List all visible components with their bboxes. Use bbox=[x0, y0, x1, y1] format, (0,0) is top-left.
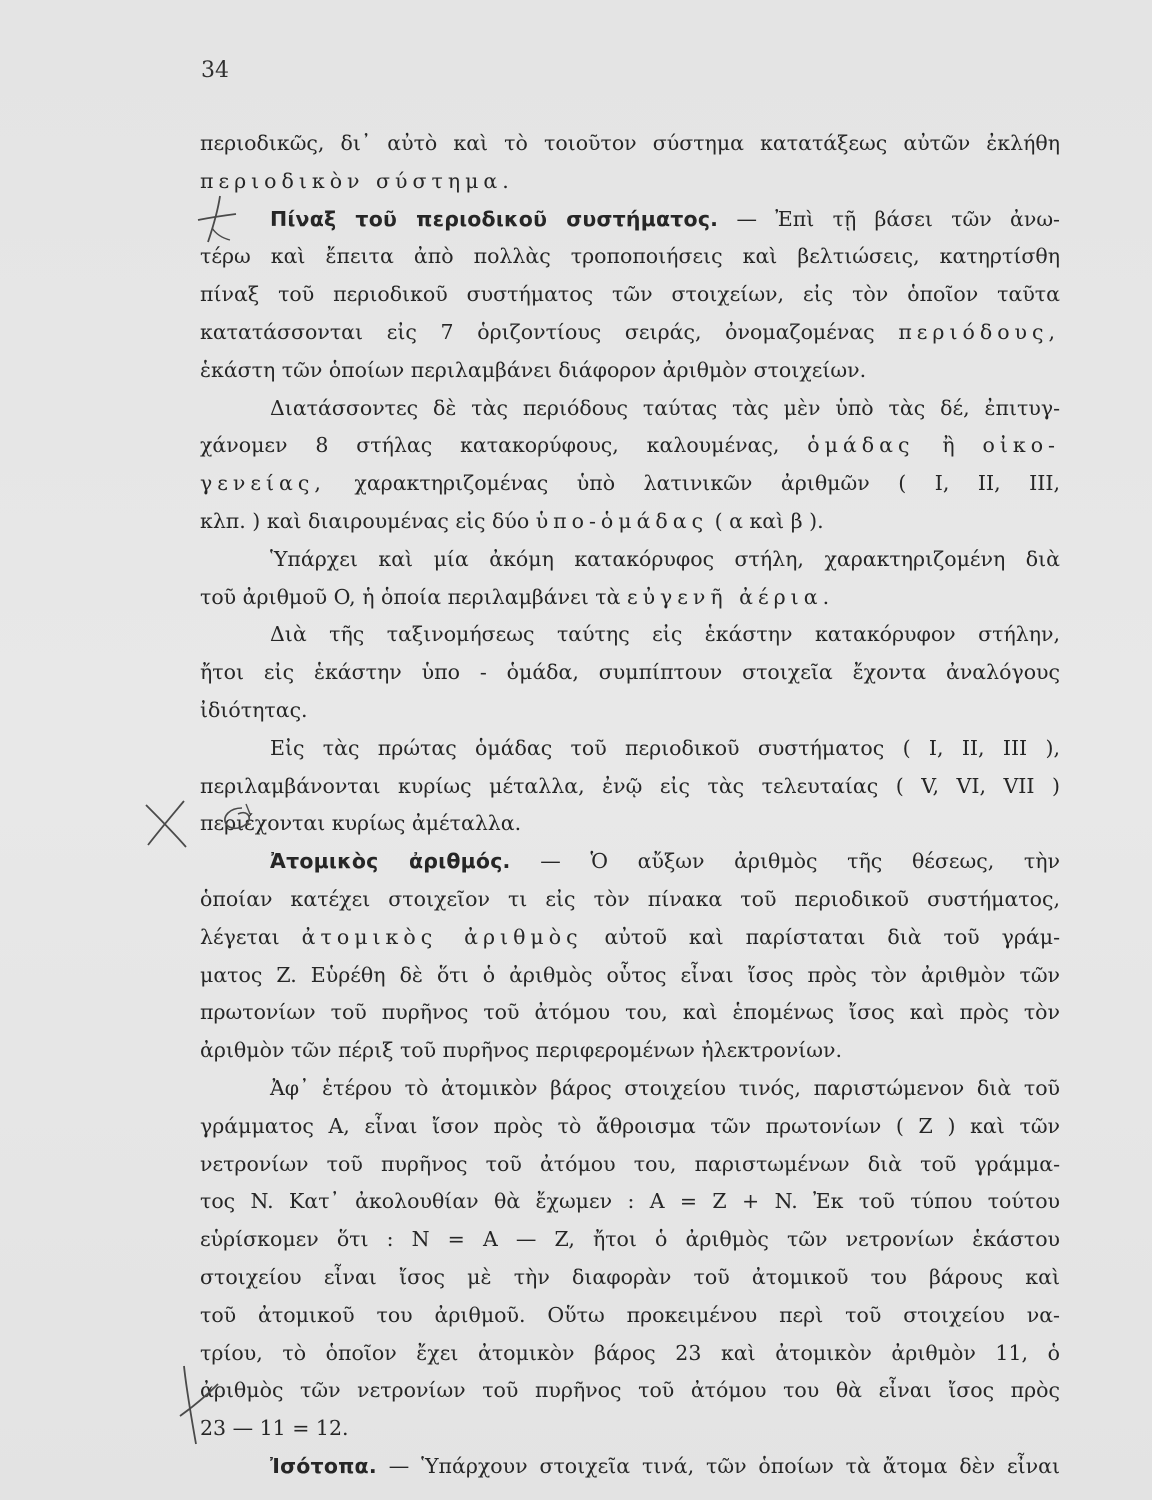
text-line bbox=[200, 314, 1060, 352]
text-segment: Διατάσσοντες δὲ τὰς περιόδους ταύτας τὰς μὲν ὑπὸ τὰς δέ, ἐπιτυγ- bbox=[270, 395, 1060, 420]
text-line bbox=[200, 843, 1060, 881]
text-segment: ἀριθμὸν τῶν πέριξ τοῦ πυρῆνος περιφερομένων ἠλεκτρονίων. bbox=[200, 1038, 842, 1063]
text-line bbox=[200, 1259, 1060, 1297]
text-segment: ἤτοι εἰς ἑκάστην ὑπο - ὁμάδα, συμπίπτουν στοιχεῖα ἔχοντα ἀναλόγους bbox=[200, 660, 1060, 685]
text-segment: ἑκάστη τῶν ὁποίων περιλαμβάνει διάφορον ἀριθμὸν στοιχείων. bbox=[200, 357, 867, 382]
section-heading: Ἰσότοπα. bbox=[270, 1453, 377, 1478]
body-text bbox=[200, 125, 1060, 1486]
text-line bbox=[200, 692, 1060, 730]
emphasized-term: γενείας, bbox=[200, 471, 326, 496]
emphasized-term: οἰκο- bbox=[982, 433, 1060, 458]
section-heading: Ἀτομικὸς ἀριθμός. bbox=[270, 849, 511, 874]
text-segment: πίναξ τοῦ περιοδικοῦ συστήματος τῶν στοιχείων, εἰς τὸν ὁποῖον ταῦτα bbox=[200, 282, 1060, 307]
text-line bbox=[200, 427, 1060, 465]
text-line bbox=[200, 390, 1060, 428]
text-segment: αὐτοῦ καὶ παρίσταται διὰ τοῦ γράμ- bbox=[582, 924, 1060, 949]
text-line bbox=[200, 1335, 1060, 1373]
text-segment: — Ἐπὶ τῇ βάσει τῶν ἀνω- bbox=[718, 206, 1060, 231]
text-line bbox=[200, 616, 1060, 654]
text-segment: νετρονίων τοῦ πυρῆνος τοῦ ἀτόμου του, παριστωμένων διὰ τοῦ γράμμα- bbox=[200, 1151, 1060, 1176]
text-line bbox=[200, 503, 1060, 541]
text-segment: τέρω καὶ ἔπειτα ἀπὸ πολλὰς τροποποιήσεις καὶ βελτιώσεις, κατηρτίσθη bbox=[200, 244, 1060, 269]
text-line bbox=[200, 1070, 1060, 1108]
text-segment: περιέχονται κυρίως ἀμέταλλα. bbox=[200, 811, 522, 836]
text-line bbox=[200, 881, 1060, 919]
text-segment: χαρακτηριζομένας ὑπὸ λατινικῶν ἀριθμῶν ( I, II, III, bbox=[325, 471, 1060, 496]
emphasized-term: ὁμάδας bbox=[807, 433, 915, 458]
text-line bbox=[200, 919, 1060, 957]
text-segment: τοῦ ἀριθμοῦ O, ἡ ὁποία περιλαμβάνει τὰ bbox=[200, 584, 627, 609]
text-line bbox=[200, 1372, 1060, 1410]
text-segment: πρωτονίων τοῦ πυρῆνος τοῦ ἀτόμου του, καὶ ἑπομένως ἴσος καὶ πρὸς τὸν bbox=[200, 1000, 1060, 1025]
text-line bbox=[200, 1410, 1060, 1448]
text-segment: — Ὑπάρχουν στοιχεῖα τινά, τῶν ὁποίων τὰ ἄτομα δὲν εἶναι bbox=[376, 1453, 1060, 1478]
text-line bbox=[200, 1183, 1060, 1221]
text-segment: τος N. Κατ᾽ ἀκολουθίαν θὰ ἔχωμεν : A = Z + N. Ἐκ τοῦ τύπου τούτου bbox=[200, 1189, 1060, 1214]
text-line bbox=[200, 994, 1060, 1032]
text-segment: Εἰς τὰς πρώτας ὁμάδας τοῦ περιοδικοῦ συστήματος ( I, II, III ), bbox=[270, 735, 1060, 760]
text-line bbox=[200, 1032, 1060, 1070]
text-line bbox=[200, 125, 1060, 163]
pencil-cross-mark-2 bbox=[138, 795, 198, 855]
text-line bbox=[200, 957, 1060, 995]
text-segment: τρίου, τὸ ὁποῖον ἔχει ἀτομικὸν βάρος 23 καὶ ἀτομικὸν ἀριθμὸν 11, ὁ bbox=[200, 1340, 1060, 1365]
emphasized-term: ὑπο-ὁμάδας bbox=[535, 508, 709, 533]
emphasized-term: περιοδικὸν σύστημα. bbox=[200, 168, 514, 193]
text-segment: Ἀφ᾽ ἑτέρου τὸ ἀτομικὸν βάρος στοιχείου τινός, παριστώμενον διὰ τοῦ bbox=[270, 1075, 1060, 1100]
text-line bbox=[200, 352, 1060, 390]
text-segment: Ὑπάρχει καὶ μία ἀκόμη κατακόρυφος στήλη, χαρακτηριζομένη διὰ bbox=[270, 546, 1060, 571]
text-segment: — Ὁ αὔξων ἀριθμὸς τῆς θέσεως, τὴν bbox=[510, 849, 1060, 874]
text-line bbox=[200, 1448, 1060, 1486]
text-line bbox=[200, 579, 1060, 617]
text-segment: ἰδιότητας. bbox=[200, 697, 308, 722]
text-line bbox=[200, 1108, 1060, 1146]
text-segment: ( α καὶ β ). bbox=[708, 508, 824, 533]
text-segment: γράμματος A, εἶναι ἴσον πρὸς τὸ ἄθροισμα τῶν πρωτονίων ( Z ) καὶ τῶν bbox=[200, 1113, 1060, 1138]
text-segment: χάνομεν 8 στήλας κατακορύφους, καλουμένας, bbox=[200, 433, 808, 458]
text-line bbox=[200, 1297, 1060, 1335]
text-line bbox=[200, 541, 1060, 579]
text-segment: κατατάσσονται εἰς 7 ὁριζοντίους σειράς, ὀνομαζομένας bbox=[200, 319, 899, 344]
text-line bbox=[200, 1221, 1060, 1259]
text-segment: περιλαμβάνονται κυρίως μέταλλα, ἐνῷ εἰς τὰς τελευταίας ( V, VI, VII ) bbox=[200, 773, 1060, 798]
text-segment: περιοδικῶς, δι᾽ αὐτὸ καὶ τὸ τοιοῦτον σύστημα κατατάξεως αὐτῶν ἐκλήθη bbox=[200, 131, 1060, 155]
text-segment: εὑρίσκομεν ὅτι : N = A — Z, ἤτοι ὁ ἀριθμὸς τῶν νετρονίων ἑκάστου bbox=[200, 1227, 1060, 1252]
text-line bbox=[200, 1146, 1060, 1184]
text-segment: Διὰ τῆς ταξινομήσεως ταύτης εἰς ἑκάστην κατακόρυφον στήλην, bbox=[270, 622, 1060, 647]
emphasized-term: ἀτομικὸς ἀριθμὸς bbox=[301, 924, 583, 949]
emphasized-term: εὐγενῆ ἀέρια. bbox=[626, 584, 835, 609]
text-line bbox=[200, 465, 1060, 503]
text-segment: στοιχείου εἶναι ἴσος μὲ τὴν διαφορὰν τοῦ ἀτομικοῦ του βάρους καὶ bbox=[200, 1264, 1060, 1289]
text-line bbox=[200, 238, 1060, 276]
text-segment: τοῦ ἀτομικοῦ του ἀριθμοῦ. Οὕτω προκειμένου περὶ τοῦ στοιχείου να- bbox=[200, 1302, 1060, 1327]
text-segment: 23 — 11 = 12. bbox=[200, 1416, 349, 1441]
text-line bbox=[200, 730, 1060, 768]
text-segment: ὁποίαν κατέχει στοιχεῖον τι εἰς τὸν πίνακα τοῦ περιοδικοῦ συστήματος, bbox=[200, 886, 1060, 911]
text-segment: ἀριθμὸς τῶν νετρονίων τοῦ πυρῆνος τοῦ ἀτόμου του θὰ εἶναι ἴσος πρὸς bbox=[200, 1378, 1060, 1403]
text-line bbox=[200, 654, 1060, 692]
text-line bbox=[200, 805, 1060, 843]
text-segment: λέγεται bbox=[200, 924, 302, 949]
text-segment: ἢ bbox=[914, 433, 983, 458]
text-line bbox=[200, 163, 1060, 201]
text-segment: κλπ. ) καὶ διαιρουμένας εἰς δύο bbox=[200, 508, 536, 533]
text-segment: ματος Z. Εὑρέθη δὲ ὅτι ὁ ἀριθμὸς οὗτος εἶναι ἴσος πρὸς τὸν ἀριθμὸν τῶν bbox=[200, 962, 1060, 987]
emphasized-term: περιόδους, bbox=[898, 319, 1060, 344]
section-heading: Πίναξ τοῦ περιοδικοῦ συστήματος. bbox=[270, 206, 719, 231]
text-line bbox=[200, 768, 1060, 806]
page-number: 34 bbox=[201, 58, 229, 83]
text-line bbox=[200, 276, 1060, 314]
text-line bbox=[200, 201, 1060, 239]
